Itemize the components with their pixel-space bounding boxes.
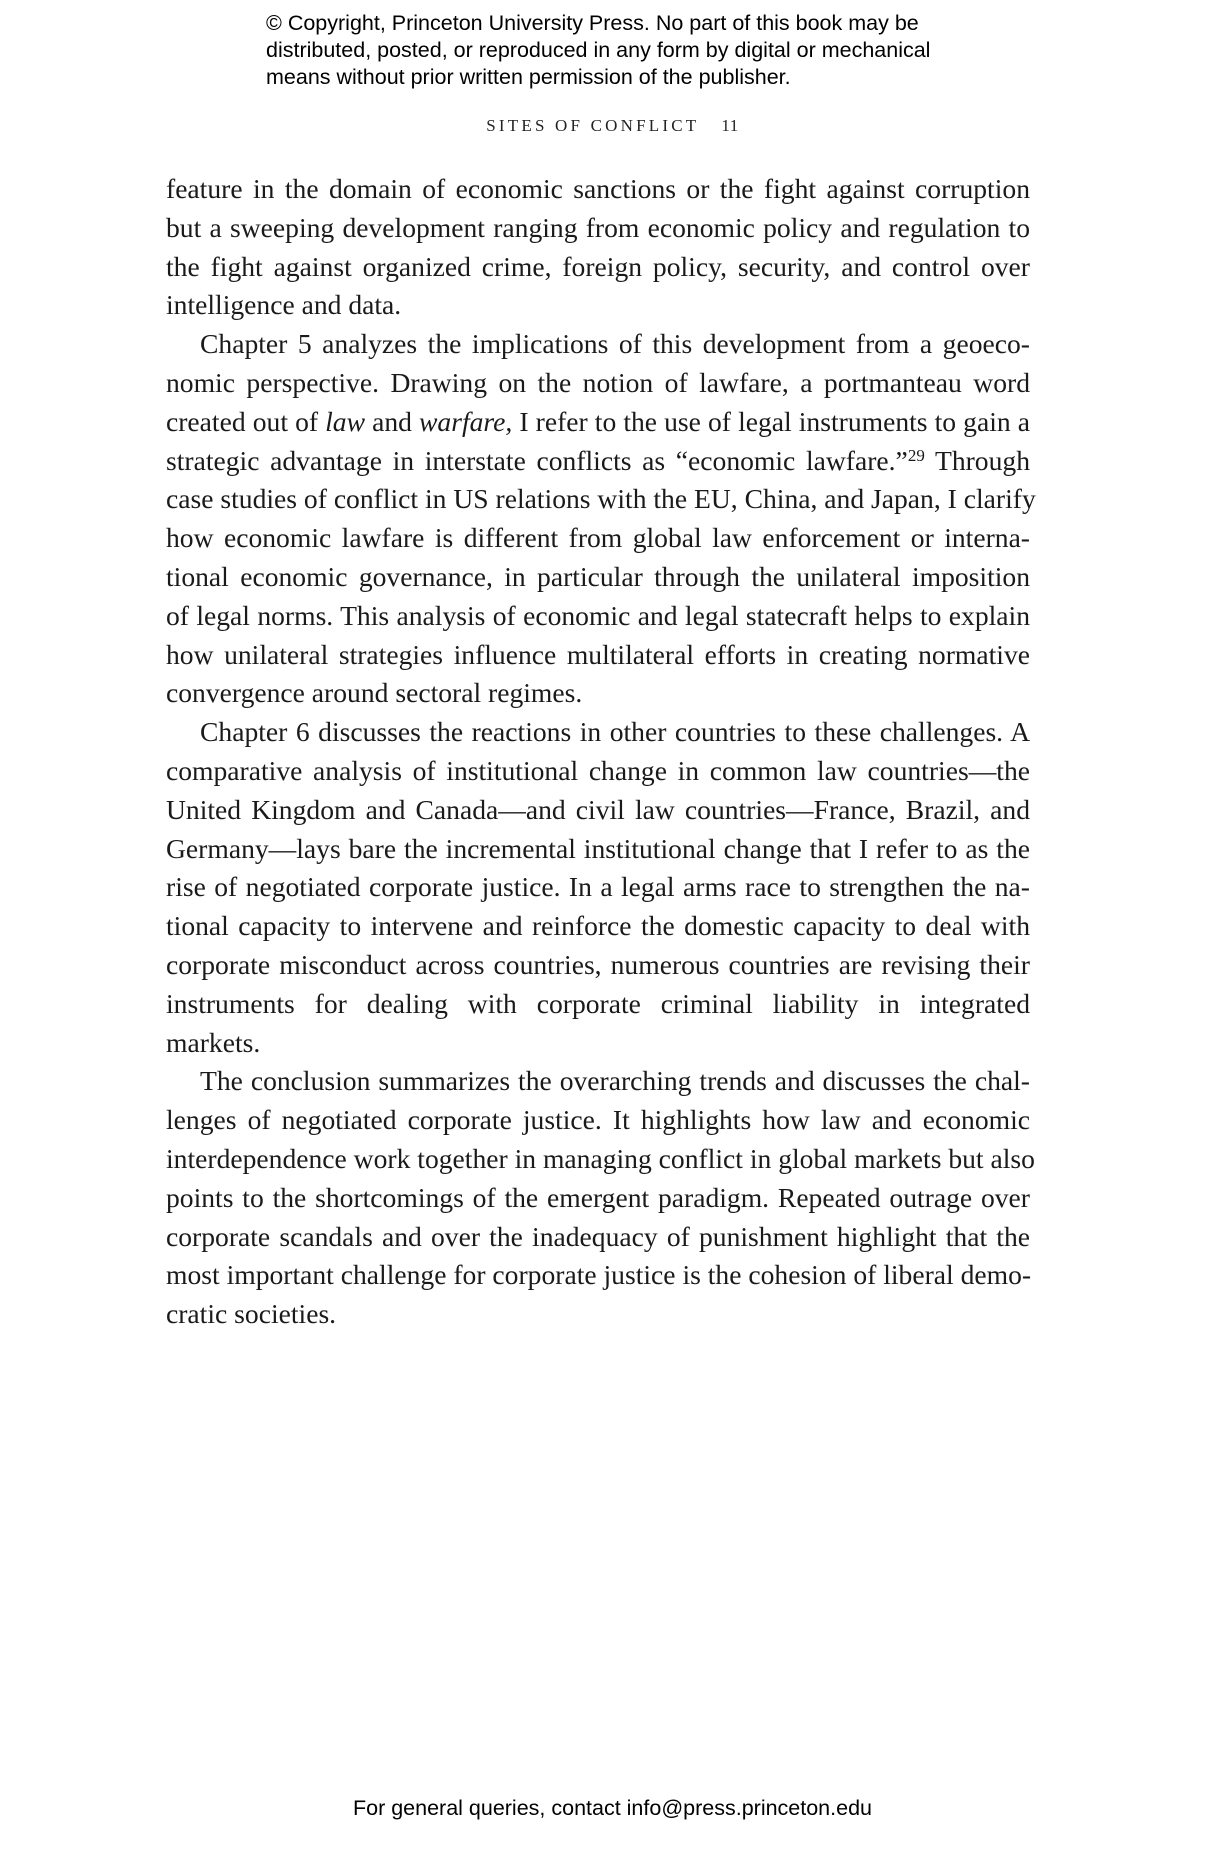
text-line: Chapter 6 discusses the reactions in other countries to these challenges. A — [200, 716, 1030, 748]
page-number: 11 — [721, 116, 739, 135]
text-run: created out of — [166, 405, 326, 437]
text-line: rise of negotiated corporate justice. In a legal arms race to strengthen the na- — [166, 871, 1030, 903]
copyright-line: © Copyright, Princeton University Press. No part of this book may be — [266, 11, 919, 35]
text-line: corporate scandals and over the inadequacy of punishment highlight that the — [166, 1220, 1030, 1252]
text-line-with-italics — [166, 403, 1030, 442]
text-line: instruments for dealing with corporate criminal liability in integrated — [166, 987, 1030, 1019]
body-text — [166, 170, 1036, 1334]
text-line: how economic lawfare is different from global law enforcement or interna- — [166, 522, 1030, 554]
text-line: tional economic governance, in particular through the unilateral imposition — [166, 560, 1030, 592]
text-line: lenges of negotiated corporate justice. It highlights how law and economic — [166, 1104, 1030, 1136]
text-line: interdependence work together in managing conflict in global markets but also — [166, 1142, 1035, 1174]
running-head — [0, 116, 1225, 136]
text-line: intelligence and data. — [166, 289, 402, 321]
text-line: United Kingdom and Canada—and civil law countries—France, Brazil, and — [166, 793, 1030, 825]
text-run: Through — [924, 444, 1030, 476]
text-line: the fight against organized crime, foreign policy, security, and control over — [166, 250, 1030, 282]
text-line: but a sweeping development ranging from economic policy and regulation to — [166, 211, 1030, 243]
text-line: markets. — [166, 1026, 261, 1058]
text-line: convergence around sectoral regimes. — [166, 677, 583, 709]
copyright-notice — [266, 10, 1026, 91]
italic-term-warfare: warfare, — [419, 405, 513, 437]
text-line: of legal norms. This analysis of economic and legal statecraft helps to explain — [166, 599, 1030, 631]
text-run: I refer to the use of legal instruments to gain a — [512, 405, 1031, 437]
copyright-line: distributed, posted, or reproduced in any form by digital or mechanical — [266, 38, 931, 62]
text-line: nomic perspective. Drawing on the notion of lawfare, a portmanteau word — [166, 366, 1030, 398]
running-head-title: SITES OF CONFLICT — [486, 116, 700, 135]
text-line: case studies of conflict in US relations with the EU, China, and Japan, I clarify — [166, 483, 1036, 515]
text-line: most important challenge for corporate justice is the cohesion of liberal demo- — [166, 1259, 1032, 1291]
text-line: Chapter 5 analyzes the implications of this development from a geoeco- — [200, 328, 1030, 360]
copyright-line: means without prior written permission of the publisher. — [266, 65, 791, 89]
text-line: points to the shortcomings of the emergent paradigm. Repeated outrage over — [166, 1181, 1030, 1213]
note-reference[interactable]: 29 — [907, 445, 925, 465]
text-run: strategic advantage in interstate conflicts as “economic lawfare.” — [166, 444, 908, 476]
footer-contact: For general queries, contact info@press.princeton.edu — [352, 1796, 872, 1820]
italic-term-law: law — [325, 405, 366, 437]
text-line: feature in the domain of economic sanctions or the fight against corruption — [166, 173, 1030, 204]
text-line: cratic societies. — [166, 1298, 337, 1330]
text-line: corporate misconduct across countries, numerous countries are revising their — [166, 948, 1030, 980]
text-line: The conclusion summarizes the overarching trends and discusses the chal- — [200, 1065, 1030, 1097]
text-line: comparative analysis of institutional change in common law countries—the — [166, 754, 1030, 786]
text-line: how unilateral strategies influence multilateral efforts in creating normative — [166, 638, 1030, 670]
text-line-with-note — [166, 442, 1030, 481]
text-run: and — [365, 405, 420, 437]
text-line: tional capacity to intervene and reinforce the domestic capacity to deal with — [166, 910, 1030, 942]
text-line: Germany—lays bare the incremental institutional change that I refer to as the — [166, 832, 1030, 864]
